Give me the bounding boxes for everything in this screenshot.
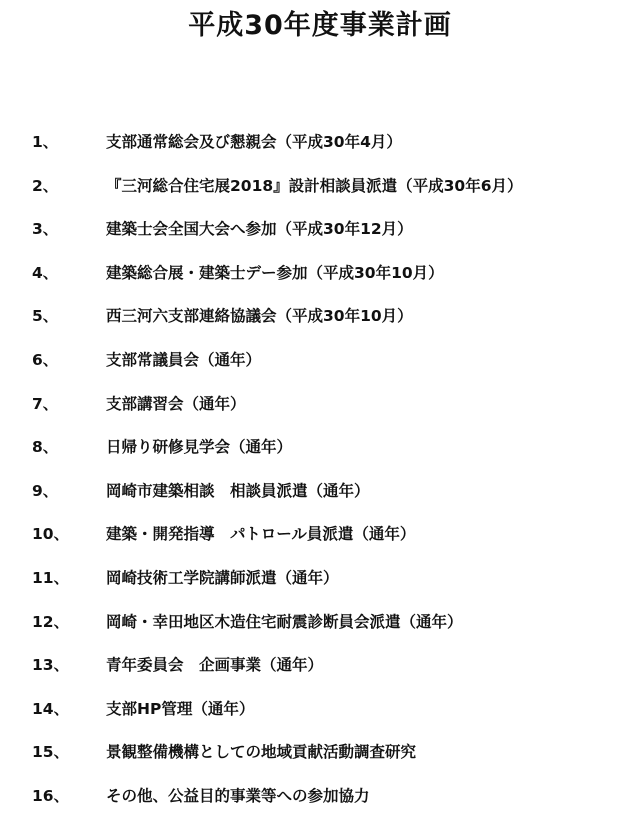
item-text: 支部講習会（通年） (106, 394, 246, 413)
page-title: 平成30年度事業計画 (188, 10, 452, 41)
plan-list (0, 121, 640, 819)
list-item (0, 688, 640, 732)
item-text: 支部常議員会（通年） (106, 350, 262, 369)
item-text: 西三河六支部連絡協議会（平成30年10月） (106, 307, 413, 326)
item-number: 10、 (32, 525, 70, 544)
item-text: 建築・開発指導 パトロール員派遣（通年） (106, 525, 416, 544)
item-text: 景観整備機構としての地域貢献活動調査研究 (106, 743, 417, 762)
list-item (0, 295, 640, 339)
list-item (0, 121, 640, 165)
item-text: 『三河総合住宅展2018』設計相談員派遣（平成30年6月） (106, 176, 523, 195)
item-text: 支部通常総会及び懇親会（平成30年4月） (106, 133, 402, 151)
item-number: 5、 (32, 307, 59, 326)
list-item (0, 339, 640, 383)
item-text: 日帰り研修見学会（通年） (106, 438, 293, 457)
item-text: 岡崎・幸田地区木造住宅耐震診断員会派遣（通年） (106, 612, 463, 631)
item-text: 建築士会全国大会へ参加（平成30年12月） (106, 220, 413, 239)
item-number: 15、 (32, 743, 70, 762)
list-item (0, 165, 640, 209)
list-item (0, 601, 640, 645)
item-number: 16、 (32, 786, 70, 805)
item-number: 8、 (32, 438, 59, 457)
list-item (0, 513, 640, 557)
list-item (0, 775, 640, 819)
list-item (0, 426, 640, 470)
item-number: 6、 (32, 350, 59, 369)
item-text: 青年委員会 企画事業（通年） (106, 656, 324, 675)
item-number: 1、 (32, 133, 59, 151)
list-item (0, 252, 640, 296)
list-item (0, 470, 640, 514)
item-text: 岡崎市建築相談 相談員派遣（通年） (106, 481, 370, 500)
item-number: 12、 (32, 612, 70, 631)
list-item (0, 208, 640, 252)
item-number: 11、 (32, 568, 70, 587)
item-number: 13、 (32, 656, 70, 675)
list-item (0, 731, 640, 775)
item-number: 3、 (32, 220, 59, 239)
list-item (0, 644, 640, 688)
list-item (0, 383, 640, 427)
item-number: 7、 (32, 394, 59, 413)
item-text: 建築総合展・建築士デー参加（平成30年10月） (106, 263, 444, 282)
item-number: 14、 (32, 699, 70, 718)
item-text: 支部HP管理（通年） (106, 699, 255, 718)
item-text: その他、公益目的事業等への参加協力 (106, 786, 370, 805)
item-number: 4、 (32, 263, 59, 282)
item-text: 岡崎技術工学院講師派遣（通年） (106, 568, 339, 587)
item-number: 2、 (32, 176, 59, 195)
item-number: 9、 (32, 481, 59, 500)
list-item (0, 557, 640, 601)
